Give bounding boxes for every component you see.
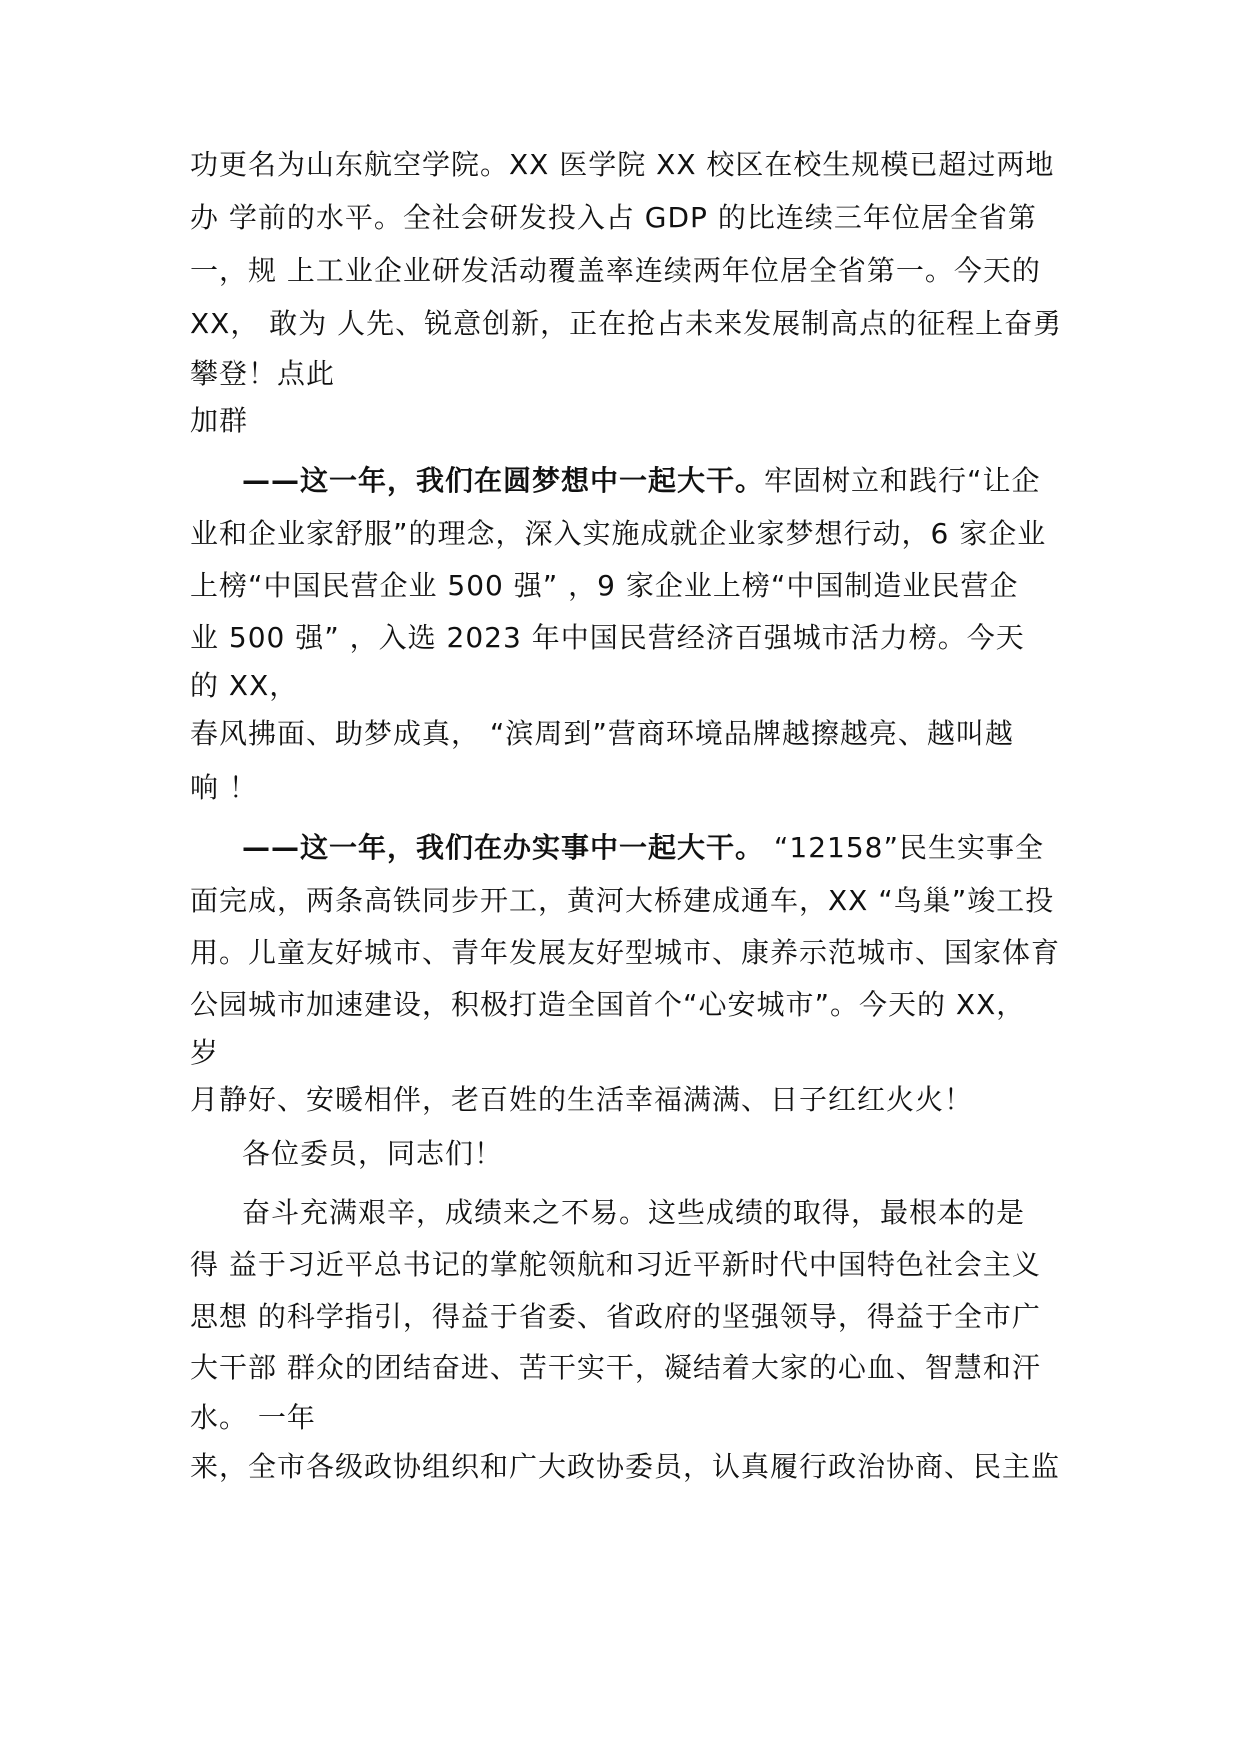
paragraph-heading: ——这一年，我们在办实事中一起大干。 bbox=[242, 831, 765, 864]
text-line: 公园城市加速建设，积极打造全国首个“心安城市”。今天的 XX， bbox=[190, 988, 1026, 1021]
text-line: 用。儿童友好城市、青年发展友好型城市、康养示范城市、国家体育 bbox=[190, 936, 1061, 969]
text-line: 上榜“中国民营企业 500 强” ，9 家企业上榜“中国制造业民营企 bbox=[190, 569, 1019, 602]
text-line: 思想 的科学指引，得益于省委、省政府的坚强领导，得益于全市广 bbox=[190, 1300, 1041, 1333]
paragraph-text: 牢固树立和践行“让企 bbox=[764, 464, 1041, 497]
paragraph-first-line bbox=[242, 463, 1041, 499]
text-line: 的 XX， bbox=[190, 669, 299, 702]
text-line: 奋斗充满艰辛，成绩来之不易。这些成绩的取得，最根本的是 bbox=[242, 1196, 1026, 1229]
text-line: 加群 bbox=[190, 404, 249, 437]
text-line: 来，全市各级政协组织和广大政协委员，认真履行政治协商、民主监 bbox=[190, 1450, 1061, 1483]
text-line: 办 学前的水平。全社会研发投入占 GDP 的比连续三年位居全省第 bbox=[190, 201, 1037, 234]
text-line: 攀登！点此 bbox=[190, 357, 336, 390]
text-line: 业 500 强” ，入选 2023 年中国民营经济百强城市活力榜。今天 bbox=[190, 621, 1025, 654]
paragraph-first-line bbox=[242, 830, 1044, 866]
text-line: 大干部 群众的团结奋进、苦干实干，凝结着大家的心血、智慧和汗 bbox=[190, 1351, 1041, 1384]
text-line: 响 ！ bbox=[190, 771, 258, 804]
text-line: 面完成，两条高铁同步开工，黄河大桥建成通车，XX “鸟巢”竣工投 bbox=[190, 884, 1055, 917]
text-line: 得 益于习近平总书记的掌舵领航和习近平新时代中国特色社会主义 bbox=[190, 1248, 1041, 1281]
text-line: XX， 敢为 人先、锐意创新，正在抢占未来发展制高点的征程上奋勇 bbox=[190, 307, 1063, 340]
paragraph-heading: ——这一年，我们在圆梦想中一起大干。 bbox=[242, 464, 765, 497]
text-line: 春风拂面、助梦成真， “滨周到”营商环境品牌越擦越亮、越叫越 bbox=[190, 717, 1014, 750]
text-line: 月静好、安暖相伴，老百姓的生活幸福满满、日子红红火火！ bbox=[190, 1083, 974, 1116]
text-line: 一，规 上工业企业研发活动覆盖率连续两年位居全省第一。今天的 bbox=[190, 254, 1041, 287]
text-line: 各位委员，同志们！ bbox=[242, 1137, 504, 1170]
text-line: 岁 bbox=[190, 1036, 220, 1069]
text-line: 业和企业家舒服”的理念，深入实施成就企业家梦想行动，6 家企业 bbox=[190, 517, 1047, 550]
text-line: 水。 一年 bbox=[190, 1401, 316, 1434]
text-line: 功更名为山东航空学院。XX 医学院 XX 校区在校生规模已超过两地 bbox=[190, 148, 1055, 181]
paragraph-text: “12158”民生实事全 bbox=[764, 831, 1045, 864]
